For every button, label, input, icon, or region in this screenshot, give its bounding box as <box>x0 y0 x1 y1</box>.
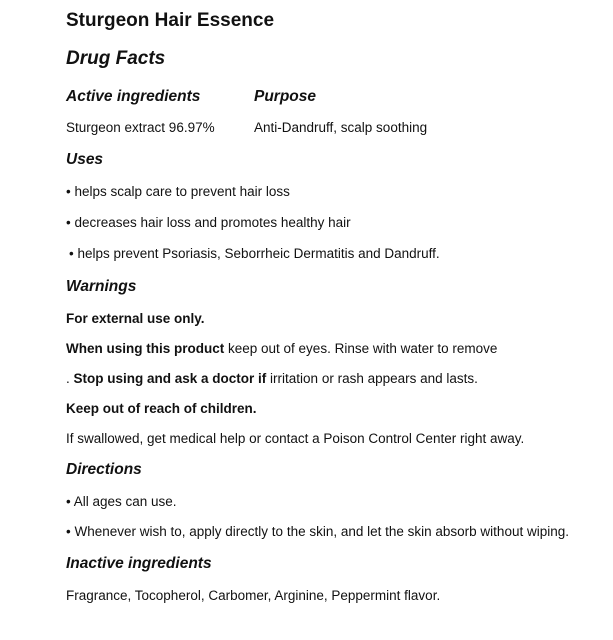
external-use-warning: For external use only. <box>66 311 205 326</box>
uses-item: • helps prevent Psoriasis, Seborrheic Dermatitis and Dandruff. <box>69 246 440 261</box>
keep-out-of-reach-warning: Keep out of reach of children. <box>66 401 257 416</box>
stop-using-label: Stop using and ask a doctor if <box>73 371 267 386</box>
stop-prefix: . <box>66 371 74 386</box>
stop-using-text: irritation or rash appears and lasts. <box>266 371 478 386</box>
drug-facts-heading: Drug Facts <box>66 48 166 69</box>
when-using-text: keep out of eyes. Rinse with water to remove <box>224 341 498 356</box>
when-using-label: When using this product <box>66 341 225 356</box>
uses-heading: Uses <box>66 151 104 168</box>
warnings-heading: Warnings <box>66 278 137 295</box>
when-using-warning <box>66 341 497 356</box>
active-ingredients-heading: Active ingredients <box>66 88 201 105</box>
product-title: Sturgeon Hair Essence <box>66 10 275 31</box>
uses-item: • decreases hair loss and promotes healthy hair <box>66 215 351 230</box>
directions-heading: Directions <box>66 461 142 478</box>
purpose-heading: Purpose <box>254 88 317 105</box>
uses-item: • helps scalp care to prevent hair loss <box>66 184 290 199</box>
if-swallowed-warning: If swallowed, get medical help or contact a Poison Control Center right away. <box>66 431 525 446</box>
directions-item: • All ages can use. <box>66 494 177 509</box>
inactive-ingredients-heading: Inactive ingredients <box>66 555 212 572</box>
active-ingredient: Sturgeon extract 96.97% <box>66 120 215 135</box>
inactive-ingredients-text: Fragrance, Tocopherol, Carbomer, Arginine, Peppermint flavor. <box>66 588 441 603</box>
stop-using-warning <box>66 371 478 386</box>
purpose-text: Anti-Dandruff, scalp soothing <box>254 120 428 135</box>
directions-item: • Whenever wish to, apply directly to the skin, and let the skin absorb without wiping. <box>66 524 569 539</box>
